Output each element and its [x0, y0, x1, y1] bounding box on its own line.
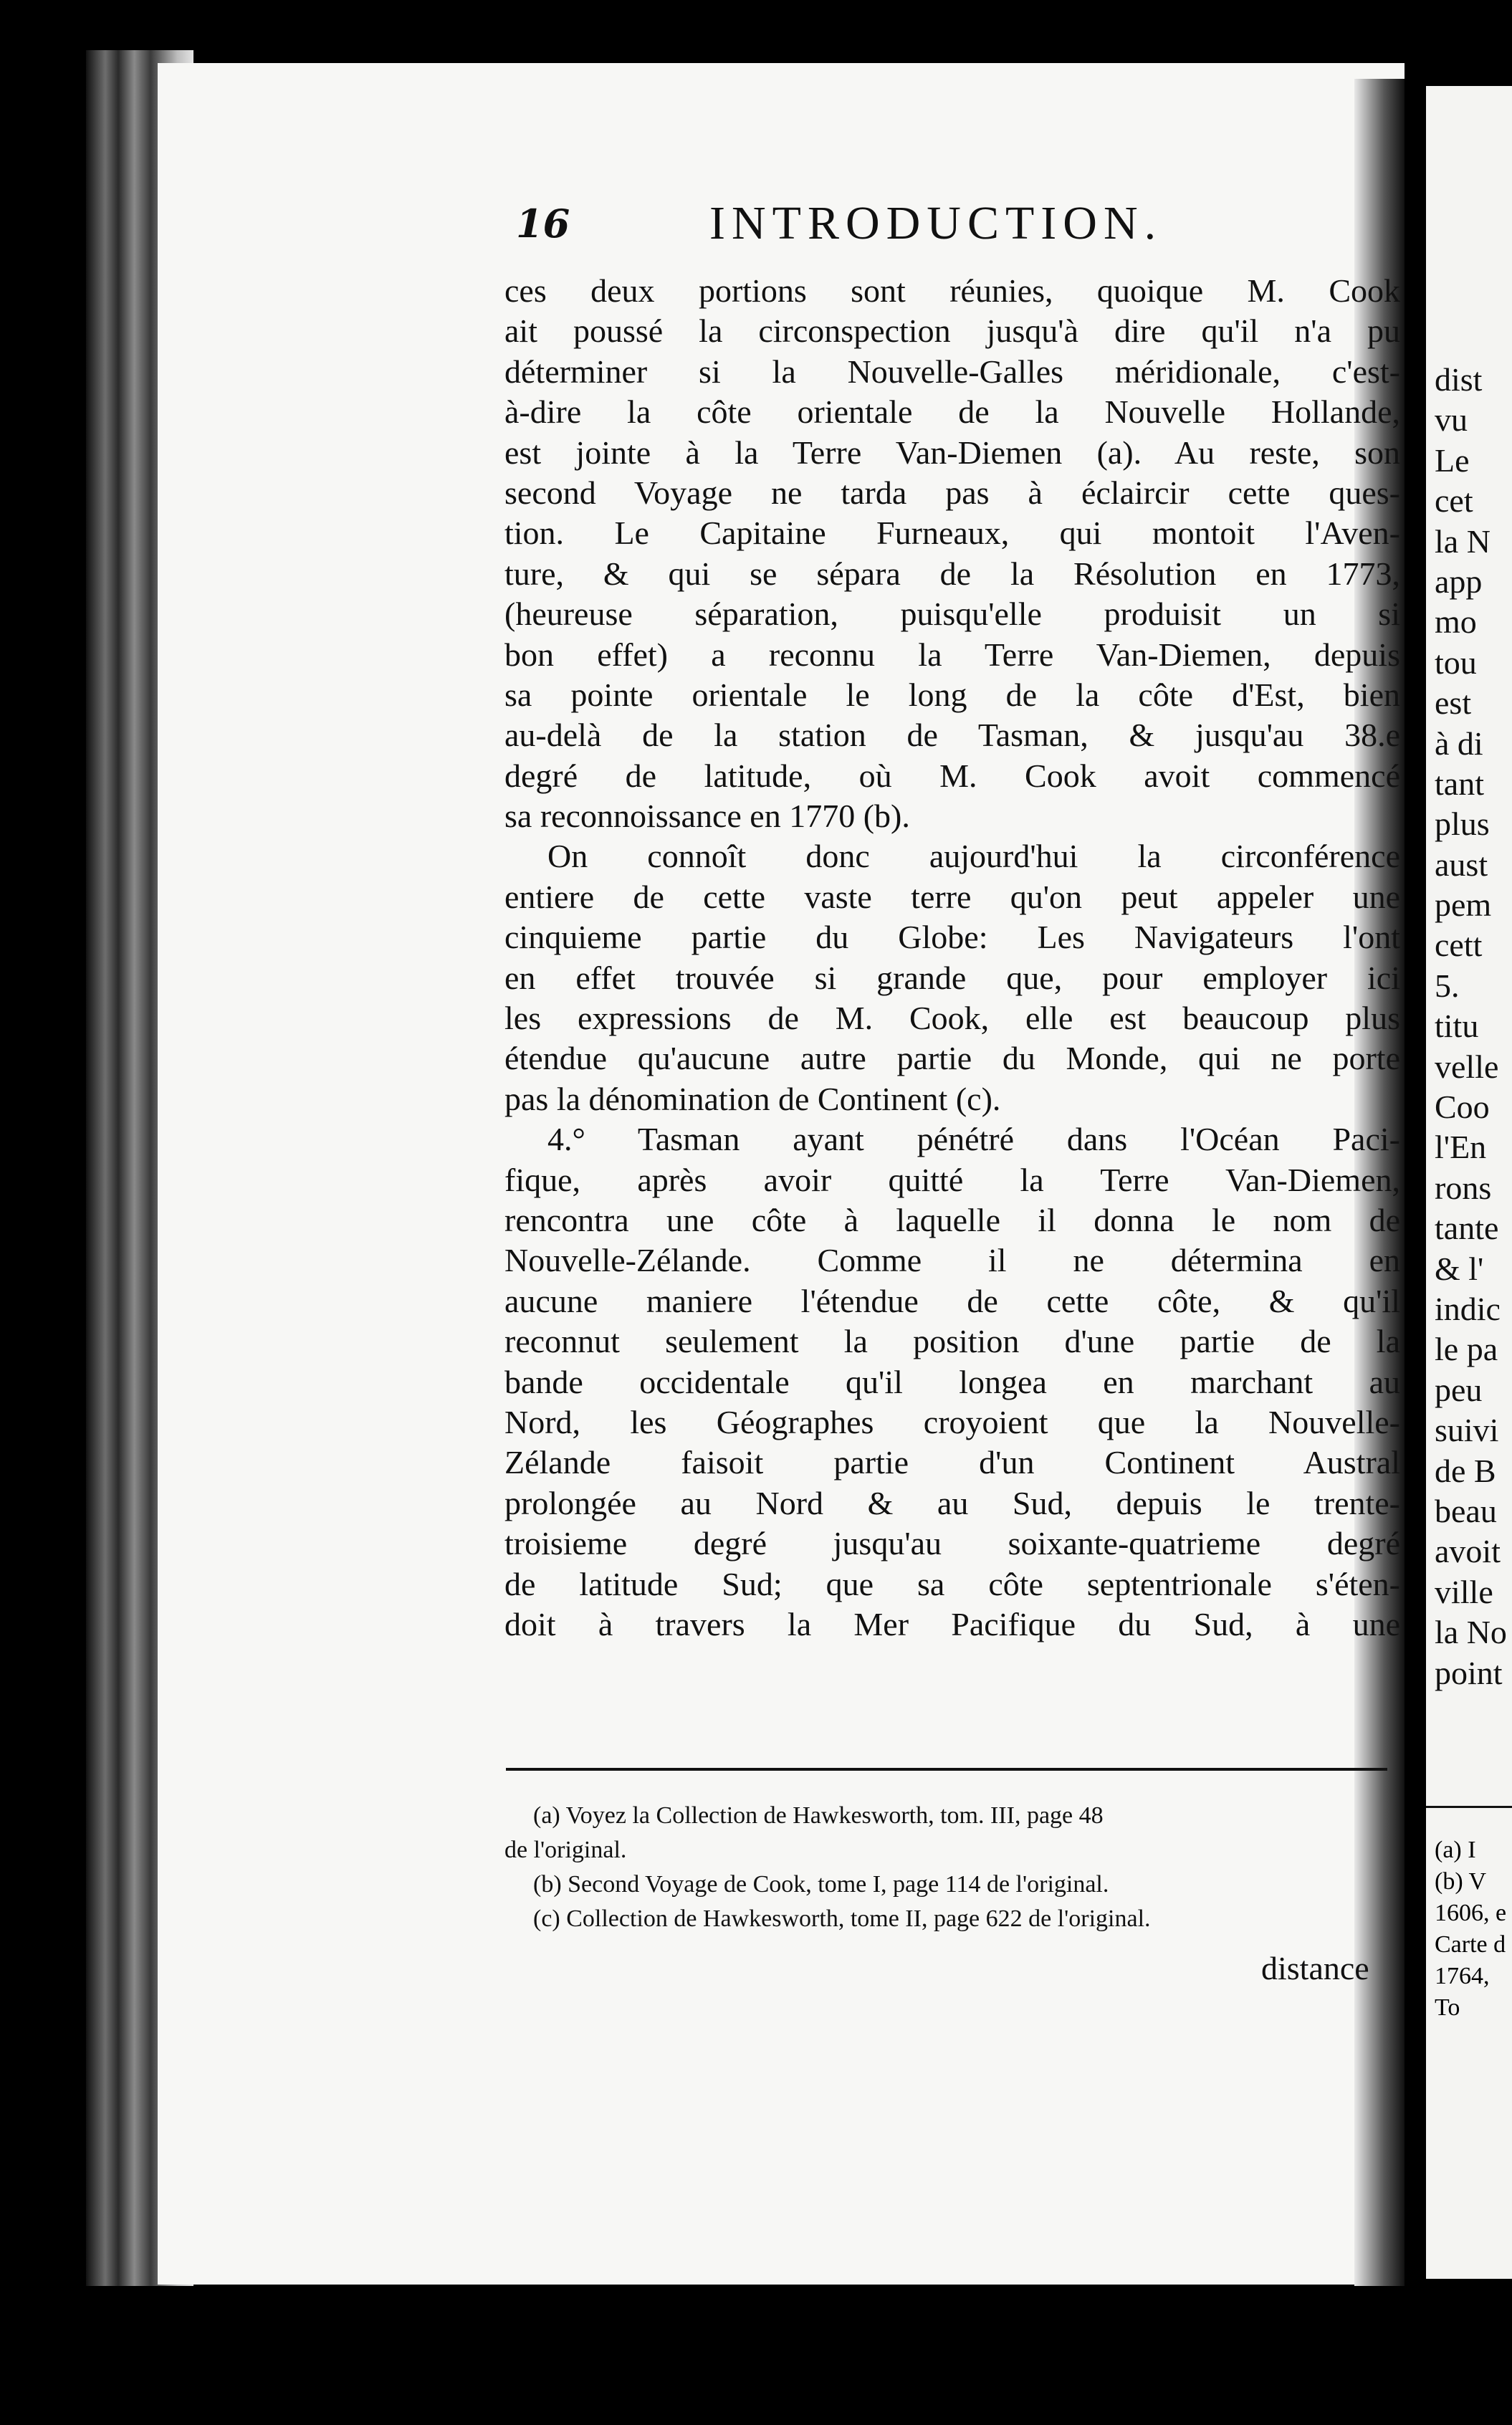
facing-text-line: la N: [1435, 522, 1491, 560]
catchword: distance: [1261, 1950, 1369, 1986]
text-line: à-dire la côte orientale de la Nouvelle Hollande,: [504, 393, 1400, 431]
text-line: second Voyage ne tarda pas à éclaircir cette ques-: [504, 474, 1400, 511]
facing-text-line: ville: [1435, 1573, 1493, 1610]
text-line: au-delà de la station de Tasman, & jusqu'au 38.e: [504, 717, 1400, 754]
facing-text-line: le pa: [1435, 1331, 1498, 1368]
facing-text-line: peu: [1435, 1371, 1483, 1408]
facing-text-line: l'En: [1435, 1129, 1487, 1166]
text-line: en effet trouvée si grande que, pour employer ici: [504, 959, 1400, 996]
facing-page: [1426, 86, 1512, 2279]
footnote-line: (a) Voyez la Collection de Hawkesworth, tom. III, page 48: [533, 1802, 1104, 1829]
text-line: déterminer si la Nouvelle-Galles méridionale, c'est-: [504, 353, 1400, 390]
page-number: 16: [516, 201, 570, 247]
text-line: troisieme degré jusqu'au soixante-quatrieme degré: [504, 1525, 1400, 1562]
facing-text-line: avoit: [1435, 1533, 1501, 1570]
facing-text-line: velle: [1435, 1048, 1499, 1085]
facing-text-line: Le: [1435, 441, 1470, 479]
text-line: de latitude Sud; que sa côte septentrionale s'éten-: [504, 1565, 1400, 1602]
facing-text-line: tant: [1435, 765, 1484, 802]
text-line: sa pointe orientale le long de la côte d'Est, bien: [504, 676, 1400, 713]
text-line: (heureuse séparation, puisqu'elle produisit un si: [504, 596, 1400, 633]
footnote-line: (b) Second Voyage de Cook, tome I, page 114 de l'original.: [533, 1871, 1109, 1898]
facing-footnotes: [1435, 1835, 1506, 2024]
text-line: ces deux portions sont réunies, quoique M. Cook: [504, 272, 1400, 309]
facing-text-line: la No: [1435, 1614, 1507, 1651]
text-line: ture, & qui se sépara de la Résolution en 1773,: [504, 555, 1400, 592]
facing-text-line: app: [1435, 563, 1483, 600]
text-line: entiere de cette vaste terre qu'on peut appeler une: [504, 878, 1400, 915]
text-line: On connoît donc aujourd'hui la circonférence: [547, 838, 1400, 875]
facing-text-line: plus: [1435, 805, 1490, 843]
facing-footnote-line: (b) V: [1435, 1868, 1487, 1895]
facing-text-line: 5.: [1435, 967, 1460, 1004]
facing-text-line: tante: [1435, 1210, 1499, 1247]
facing-text-line: mo: [1435, 603, 1477, 641]
text-line: degré de latitude, où M. Cook avoit commencé: [504, 757, 1400, 794]
facing-text-line: titu: [1435, 1008, 1479, 1045]
text-line: Nord, les Géographes croyoient que la Nouvelle-: [504, 1403, 1400, 1440]
text-line: est jointe à la Terre Van-Diemen (a). Au reste, son: [504, 434, 1400, 471]
text-line: pas la dénomination de Continent (c).: [504, 1080, 1001, 1117]
text-line: les expressions de M. Cook, elle est beaucoup plus: [504, 1000, 1400, 1037]
text-line: 4.° Tasman ayant pénétré dans l'Océan Paci-: [547, 1121, 1400, 1158]
footnote-rule: [506, 1768, 1387, 1771]
text-line: fique, après avoir quitté la Terre Van-Diemen,: [504, 1161, 1400, 1198]
facing-footnote-rule: [1426, 1806, 1512, 1808]
facing-text-line: beau: [1435, 1492, 1497, 1529]
facing-text-line: tou: [1435, 644, 1477, 681]
facing-text-line: point: [1435, 1654, 1503, 1691]
text-line: sa reconnoissance en 1770 (b).: [504, 798, 910, 835]
facing-text-line: indic: [1435, 1290, 1501, 1327]
footnote-line: (c) Collection de Hawkesworth, tome II, page 622 de l'original.: [533, 1905, 1151, 1932]
main-text-block: [504, 271, 1400, 1645]
facing-text-line: pem: [1435, 886, 1492, 924]
text-line: ait poussé la circonspection jusqu'à dire qu'il n'a pu: [504, 312, 1400, 350]
facing-text-line: dist: [1435, 361, 1483, 398]
text-line: tion. Le Capitaine Furneaux, qui montoit l'Aven-: [504, 515, 1400, 552]
text-line: bon effet) a reconnu la Terre Van-Diemen, depuis: [504, 636, 1400, 673]
facing-text-line: cet: [1435, 482, 1473, 520]
facing-text-line: aust: [1435, 846, 1488, 883]
text-line: reconnut seulement la position d'une partie de la: [504, 1323, 1400, 1360]
facing-text-line: suivi: [1435, 1412, 1499, 1449]
facing-footnote-line: (a) I: [1435, 1837, 1476, 1863]
text-line: doit à travers la Mer Pacifique du Sud, à une: [504, 1605, 1400, 1642]
text-line: Zélande faisoit partie d'un Continent Austral: [504, 1444, 1400, 1481]
text-line: cinquieme partie du Globe: Les Navigateurs l'ont: [504, 919, 1400, 956]
text-line: rencontra une côte à laquelle il donna le nom de: [504, 1201, 1400, 1238]
facing-text-line: à di: [1435, 724, 1483, 762]
facing-text-line: Coo: [1435, 1089, 1490, 1126]
text-line: étendue qu'aucune autre partie du Monde, qui ne porte: [504, 1040, 1400, 1077]
footnotes: [504, 1799, 1400, 1936]
facing-text-line: de B: [1435, 1452, 1496, 1489]
facing-footnote-line: 1606, e: [1435, 1900, 1507, 1926]
facing-footnote-line: 1764,: [1435, 1963, 1490, 1989]
text-line: bande occidentale qu'il longea en marchant au: [504, 1363, 1400, 1400]
footnote-line: de l'original.: [504, 1837, 627, 1863]
facing-page-text: [1435, 360, 1507, 1693]
running-head: INTRODUCTION.: [709, 197, 1163, 249]
text-line: prolongée au Nord & au Sud, depuis le trente-: [504, 1484, 1400, 1521]
facing-text-line: & l': [1435, 1250, 1484, 1287]
facing-text-line: cett: [1435, 927, 1483, 964]
facing-footnote-line: To: [1435, 1994, 1460, 2021]
text-line: Nouvelle-Zélande. Comme il ne détermina en: [504, 1242, 1400, 1279]
text-line: aucune maniere l'étendue de cette côte, & qu'il: [504, 1282, 1400, 1319]
facing-text-line: vu: [1435, 401, 1468, 439]
facing-text-line: est: [1435, 684, 1472, 722]
facing-footnote-line: Carte d: [1435, 1931, 1506, 1958]
facing-text-line: rons: [1435, 1169, 1492, 1206]
page-header: [516, 197, 1376, 265]
